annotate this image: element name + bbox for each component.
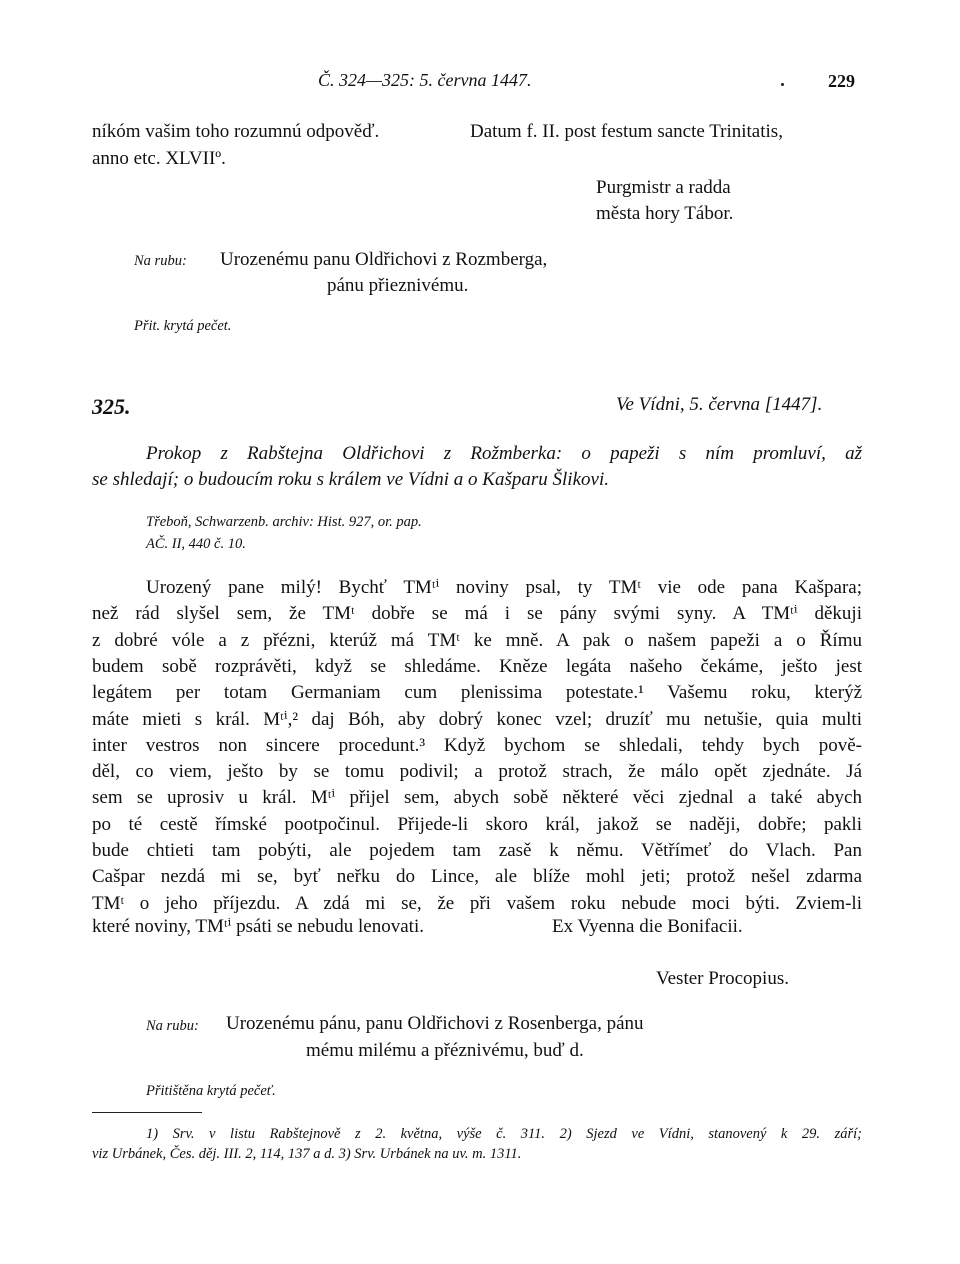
letter-body-line: TMᵗ o jeho příjezdu. A zdá mi se, že při vašem roku nebude moci býti. Zviem-li [92, 893, 862, 914]
footnote-line-1: 1) Srv. v listu Rabštejnově z 2. května, výše č. 311. 2) Sjezd ve Vídni, stanovený k 29. září; [146, 1126, 862, 1142]
source-line-2: AČ. II, 440 č. 10. [146, 536, 246, 552]
address-line-2: mému milému a přéznivému, buď d. [306, 1040, 584, 1061]
prev-doc-address-line-1: Urozenému panu Oldřichovi z Rozmberga, [220, 249, 548, 270]
letter-body-line: budem sobě rozprávěti, když se shledáme. Kněze legáta našeho čekáme, ješto jest [92, 656, 862, 677]
prev-doc-address-label: Na rubu: [134, 253, 187, 269]
seal-note: Přitištěna krytá pečeť. [146, 1083, 276, 1099]
address-label: Na rubu: [146, 1018, 199, 1034]
letter-body-line: inter vestros non sincere procedunt.³ Když bychom se shledali, tehdy bych pově- [92, 735, 862, 756]
page-number: 229 [828, 71, 855, 91]
letter-body-line: děl, co viem, ješto by se tomu podivil; a protož strach, že málo opět zjednáte. Já [92, 761, 862, 782]
source-line-1: Třeboň, Schwarzenb. archiv: Hist. 927, or. pap. [146, 514, 422, 530]
letter-body-line: bude chtieti tam pobýti, ale pojedem tam zasě k němu. Větřímeť do Vlach. Pan [92, 840, 862, 861]
prev-doc-datum-line: Datum f. II. post festum sancte Trinitatis, [470, 121, 783, 142]
document-number: 325. [92, 394, 131, 419]
letter-dating: Ex Vyenna die Bonifacii. [552, 916, 743, 937]
prev-doc-signature-1: Purgmistr a radda [596, 177, 731, 198]
address-line-1: Urozenému pánu, panu Oldřichovi z Rosenberga, pánu [226, 1013, 644, 1034]
regest-line-2: se shledají; o budoucím roku s králem ve Vídni a o Kašparu Šlikovi. [92, 469, 609, 490]
header-dot [781, 83, 784, 86]
prev-doc-text-line-1: níkóm vašim toho rozumnú odpověď. [92, 121, 380, 142]
regest-line-1: Prokop z Rabštejna Oldřichovi z Rožmberka: o papeži s ním promluví, až [146, 443, 862, 464]
footnote-rule [92, 1112, 202, 1113]
letter-body-line: z dobré vóle a z přézni, kterúž má TMᵗ ke mně. A pak o našem papeži a o Římu [92, 630, 862, 651]
footnote-line-2: viz Urbánek, Čes. děj. III. 2, 114, 137 a d. 3) Srv. Urbánek na uv. m. 1311. [92, 1146, 522, 1162]
letter-body-line: po té cestě římské pootpočinul. Přijede-li skoro král, jakož se naději, dobře; pakli [92, 814, 862, 835]
letter-body-line: Cašpar nezdá mi se, byť neřku do Lince, ale blíže mohl jeti; protož nešel zdarma [92, 866, 862, 887]
letter-body-line: legátem per totam Germaniam cum plenissima potestate.¹ Vašemu roku, kterýž [92, 682, 862, 703]
prev-doc-seal-note: Přit. krytá pečet. [134, 318, 232, 334]
prev-doc-signature-2: města hory Tábor. [596, 203, 734, 224]
letter-last-line-left: které noviny, TMᵗⁱ psáti se nebudu lenovati. [92, 916, 424, 937]
letter-signature: Vester Procopius. [656, 968, 789, 989]
letter-body-line: než rád slyšel sem, že TMᵗ dobře se má i se pány svými syny. A TMᵗⁱ děkuji [92, 603, 862, 624]
prev-doc-text-line-2: anno etc. XLVIIº. [92, 148, 226, 169]
document-place-date: Ve Vídni, 5. června [1447]. [616, 394, 823, 415]
letter-body-line: Urozený pane milý! Bychť TMᵗⁱ noviny psal, ty TMᵗ vie ode pana Kašpara; [146, 577, 862, 598]
running-header: Č. 324—325: 5. června 1447. [318, 70, 532, 90]
letter-body-line: máte mieti s král. Mᵗⁱ,² daj Bóh, aby dobrý konec vzel; druzíť mu netušie, quia multi [92, 709, 862, 730]
prev-doc-address-line-2: pánu přieznivému. [327, 275, 469, 296]
letter-body-line: sem se uprosiv u král. Mᵗⁱ přijel sem, abych sobě některé věci zjednal a také abych [92, 787, 862, 808]
